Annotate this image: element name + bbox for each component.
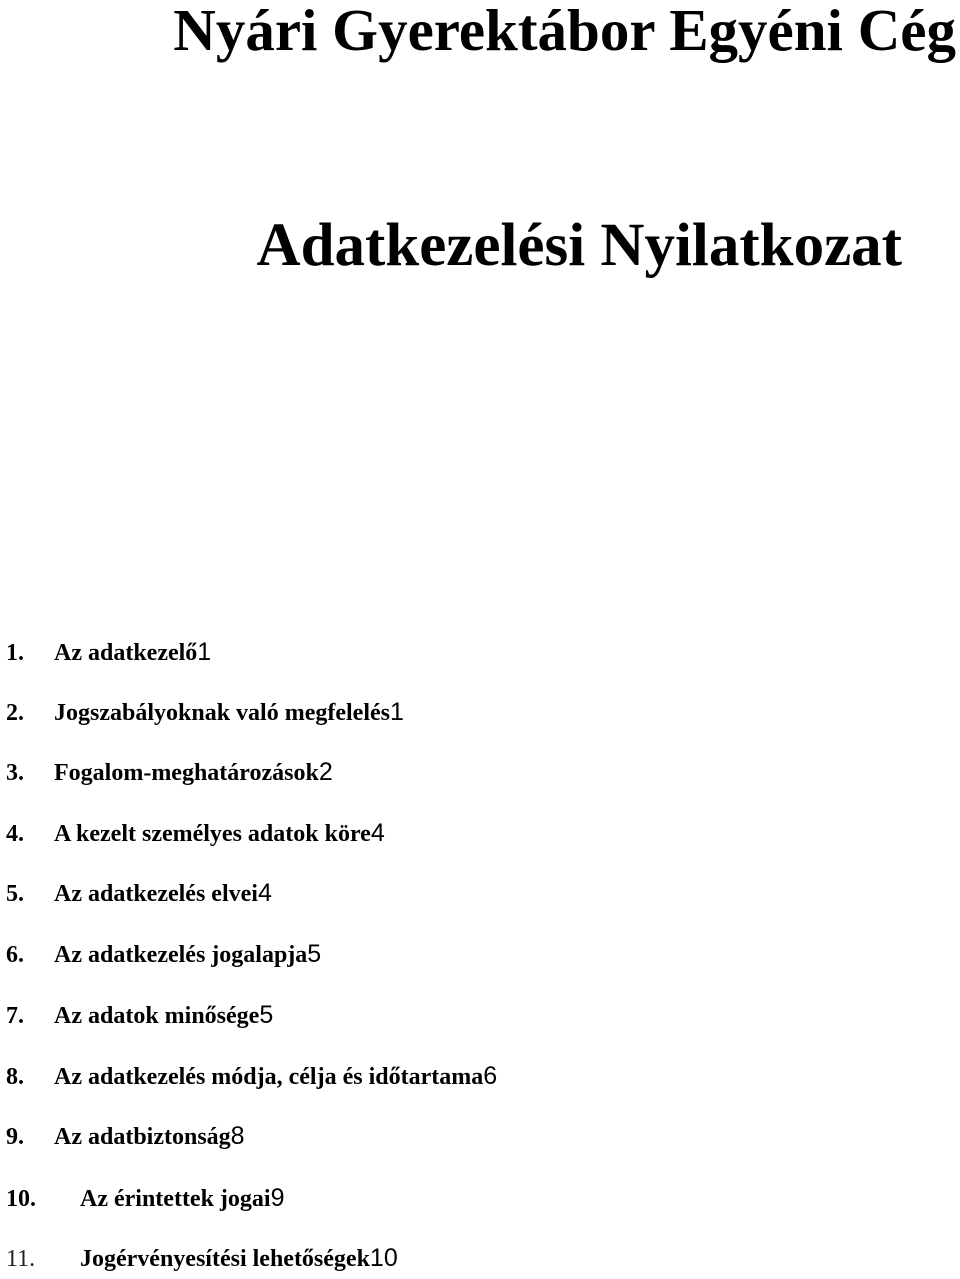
toc-entry-number: 4. <box>6 821 24 847</box>
toc-entry-label: Az adatkezelés módja, célja és időtartama <box>54 1064 484 1090</box>
toc-entry-number: 10. <box>6 1186 36 1212</box>
toc-entry-label: Az adatkezelés jogalapja <box>54 942 308 968</box>
toc-entry-page: 5 <box>307 940 322 968</box>
toc-entry-label: Jogérvényesítési lehetőségek <box>80 1246 370 1272</box>
toc-entry-label: A kezelt személyes adatok köre <box>54 821 371 847</box>
toc-entry-number: 9. <box>6 1124 24 1150</box>
toc-entry[interactable] <box>0 1058 497 1094</box>
toc-entry-number: 6. <box>6 942 24 968</box>
toc-entry-page: 5 <box>259 1001 274 1029</box>
toc-entry-number: 3. <box>6 760 24 786</box>
company-title: Nyári Gyerektábor Egyéni Cég <box>173 0 956 63</box>
toc-entry-label: Fogalom-meghatározások <box>54 760 319 786</box>
toc-entry[interactable] <box>0 875 272 911</box>
toc-entry-number: 7. <box>6 1003 24 1029</box>
toc-entry-number: 1. <box>6 640 24 666</box>
toc-entry-label: Az adatok minősége <box>54 1003 260 1029</box>
toc-entry-label: Az adatbiztonság <box>54 1124 231 1150</box>
toc-entry-label: Az adatkezelés elvei <box>54 881 258 907</box>
toc-entry[interactable] <box>0 1118 245 1154</box>
toc-entry-page: 4 <box>370 819 385 847</box>
toc-entry-label: Az érintettek jogai <box>80 1186 271 1212</box>
toc-entry-number: 2. <box>6 700 24 726</box>
toc-entry-number: 5. <box>6 881 24 907</box>
toc-entry[interactable] <box>0 936 321 972</box>
toc-entry[interactable] <box>0 1180 285 1216</box>
toc-entry-number: 11. <box>6 1246 36 1272</box>
toc-entry-page: 2 <box>318 758 333 786</box>
toc-entry[interactable] <box>0 694 404 730</box>
toc-entry[interactable] <box>0 754 333 790</box>
toc-entry-page: 1 <box>197 638 212 666</box>
toc-entry[interactable] <box>0 815 385 851</box>
toc-entry-number: 8. <box>6 1064 24 1090</box>
toc-entry[interactable] <box>0 997 273 1033</box>
toc-entry[interactable] <box>0 1240 398 1276</box>
toc-entry-label: Az adatkezelő <box>54 640 198 666</box>
toc-entry[interactable] <box>0 634 211 670</box>
toc-entry-page: 10 <box>369 1244 398 1272</box>
document-title: Adatkezelési Nyilatkozat <box>256 212 902 279</box>
toc-entry-page: 8 <box>230 1122 245 1150</box>
toc-entry-page: 6 <box>483 1062 498 1090</box>
toc-entry-label: Jogszabályoknak való megfelelés <box>54 700 390 726</box>
toc-entry-page: 9 <box>270 1184 285 1212</box>
toc-entry-page: 1 <box>390 698 404 726</box>
toc-entry-page: 4 <box>257 879 272 907</box>
